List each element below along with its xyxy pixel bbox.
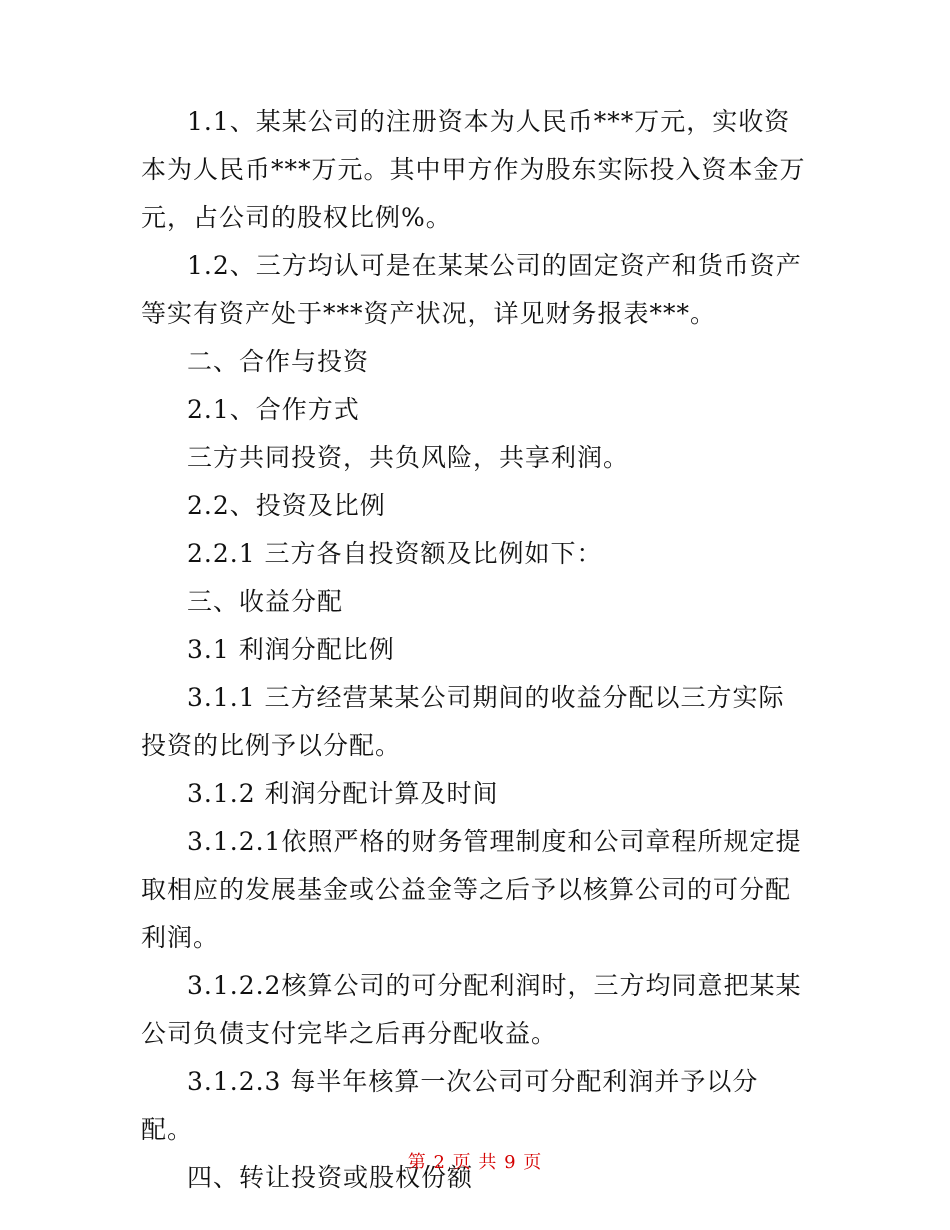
paragraph-2-2-1: 2.2.1 三方各自投资额及比例如下： xyxy=(187,539,603,568)
subheading-3-1: 3.1 利润分配比例 xyxy=(187,635,395,664)
paragraph-1-2: 1.2、三方均认可是在某某公司的固定资产和货币资产等实有资产处于***资产状况，详见财务报表***。 xyxy=(141,251,802,328)
paragraph-3-1-2-2: 3.1.2.2核算公司的可分配利润时，三方均同意把某某公司负债支付完毕之后再分配收益。 xyxy=(141,971,802,1048)
subheading-3-1-2: 3.1.2 利润分配计算及时间 xyxy=(187,779,499,808)
section-heading-2: 二、合作与投资 xyxy=(187,347,370,376)
paragraph-3-1-2-3: 3.1.2.3 每半年核算一次公司可分配利润并予以分配。 xyxy=(141,1067,759,1144)
section-heading-4: 四、转让投资或股权份额 xyxy=(187,1163,474,1192)
section-heading-3: 三、收益分配 xyxy=(187,587,344,616)
paragraph-1-1: 1.1、某某公司的注册资本为人民币***万元，实收资本为人民币***万元。其中甲方作为股东实际投入资本金万元，占公司的股权比例%。 xyxy=(141,107,806,232)
subheading-2-1: 2.1、合作方式 xyxy=(187,395,360,424)
subheading-2-2: 2.2、投资及比例 xyxy=(187,491,386,520)
paragraph-3-1-2-1: 3.1.2.1依照严格的财务管理制度和公司章程所规定提取相应的发展基金或公益金等之后予以核算公司的可分配利润。 xyxy=(141,827,802,952)
page-number-footer: 第 2 页 共 9 页 xyxy=(407,1152,543,1173)
paragraph-cooperation: 三方共同投资，共负风险，共享利润。 xyxy=(187,443,630,472)
paragraph-3-1-1: 3.1.1 三方经营某某公司期间的收益分配以三方实际投资的比例予以分配。 xyxy=(141,683,785,760)
document-body xyxy=(141,98,809,1202)
